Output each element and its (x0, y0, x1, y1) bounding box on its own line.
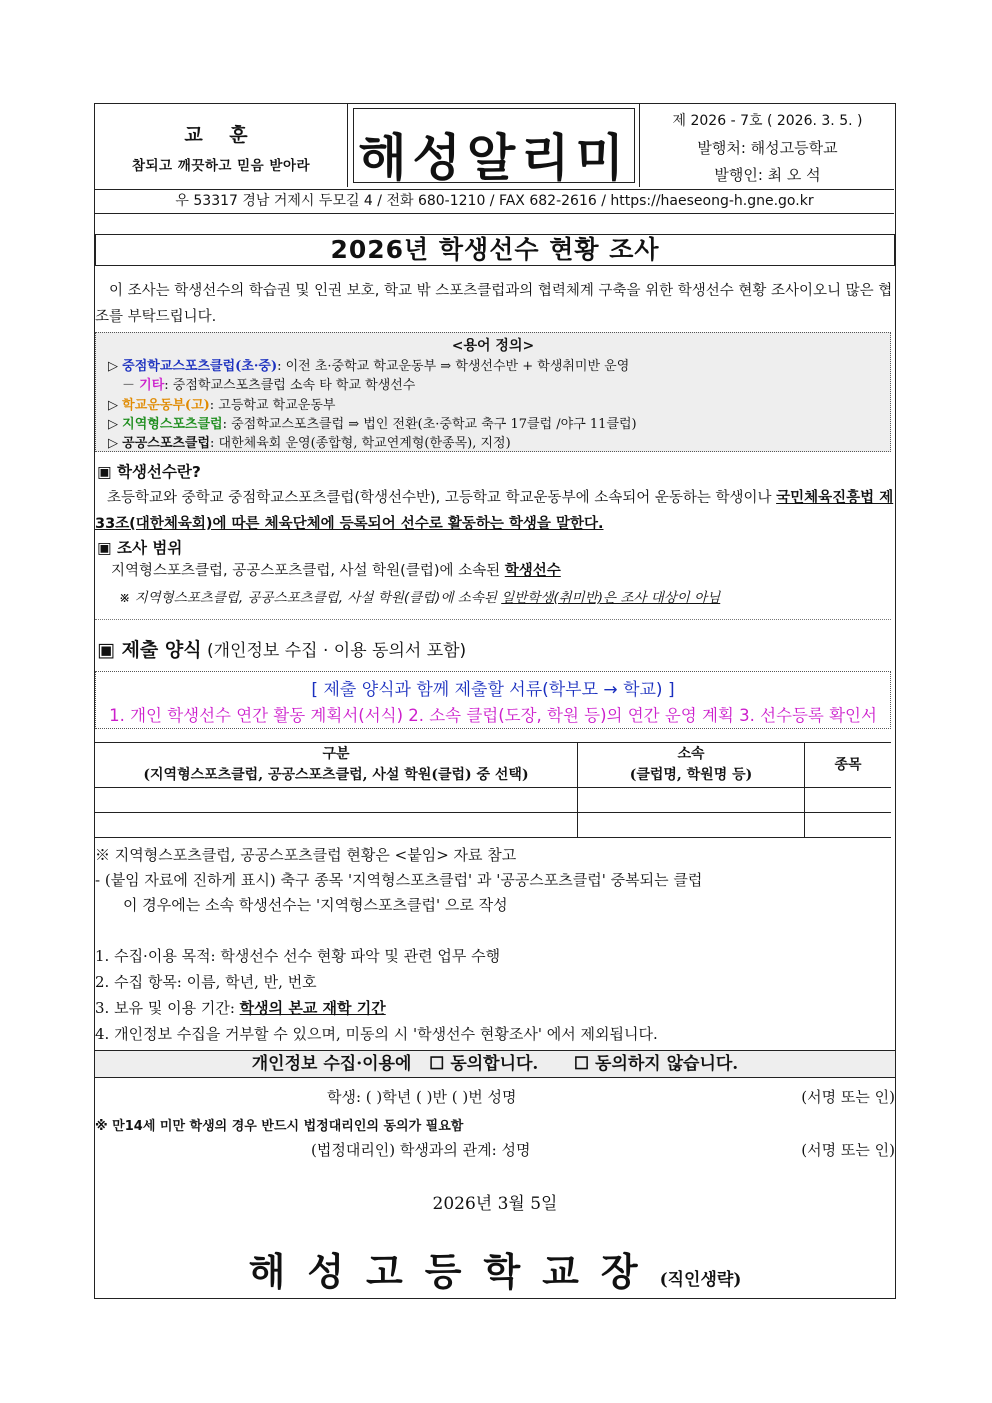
divider (95, 619, 891, 620)
definitions-box (95, 332, 891, 452)
required-documents-box (95, 671, 891, 729)
consent-label: 개인정보 수집·이용에 (251, 1054, 412, 1074)
scope-heading: ▣ 조사 범위 (97, 539, 183, 557)
athlete-definition-body: 초등학교와 중학교 중점학교스포츠클럽(학생선수반), 고등학교 학교운동부에 소속되어 운동하는 학생이나 국민체육진흥법 제33조(대한체육회)에 따른 체육단체에 등록되어 선수로 활동하는 학생을 말한다. (95, 490, 894, 532)
table-header-sport: 종목 (805, 743, 892, 788)
privacy-item: 2. 수집 항목: 이름, 학년, 반, 번호 (95, 973, 317, 991)
affiliation-input-cell[interactable] (578, 813, 805, 838)
seal-note: (직인생략) (659, 1270, 742, 1290)
category-input-cell[interactable] (95, 788, 578, 813)
definition-item: ▷ 중점학교스포츠클럽(초·중): 이전 초·중학교 학교운동부 ⇒ 학생선수반 + 학생취미반 운영 (108, 359, 630, 374)
scope-body: 지역형스포츠클럽, 공공스포츠클럽, 사설 학원(클럽)에 소속된 학생선수 (111, 563, 561, 579)
newsletter-name-box (349, 104, 640, 187)
school-motto-box (95, 104, 348, 187)
motto-title: 교 훈 (184, 124, 258, 146)
intro-paragraph: 이 조사는 학생선수의 학습권 및 인권 보호, 학교 밖 스포츠클럽과의 협력체계 구축을 위한 학생선수 현황 조사이오니 많은 협조를 부탁드립니다. (95, 283, 893, 325)
disagree-checkbox[interactable]: ☐ 동의하지 않습니다. (573, 1054, 739, 1074)
form-heading: ▣ 제출 양식 (개인정보 수집 · 이용 동의서 포함) (97, 639, 467, 661)
affiliation-input-cell[interactable] (578, 788, 805, 813)
scope-note: ※ 지역형스포츠클럽, 공공스포츠클럽, 사설 학원(클럽)에 소속된 일반학생(취미반)은 조사 대상이 아님 (119, 590, 721, 606)
registration-table (95, 742, 891, 838)
privacy-item: 1. 수집·이용 목적: 학생선수 선수 현황 파악 및 관련 업무 수행 (95, 947, 501, 965)
definition-item: ▷ 지역형스포츠클럽: 중점학교스포츠클럽 ⇒ 법인 전환(초·중학교 축구 17클럽 /야구 11클럽) (108, 417, 637, 432)
table-header-affiliation: 소속 (클럽명, 학원명 등) (578, 743, 805, 788)
principal-name: 해성고등학교장(직인생략) (248, 1249, 742, 1294)
reference-note-detail: 이 경우에는 소속 학생선수는 '지역형스포츠클럽' 으로 작성 (123, 896, 508, 914)
guardian-sign-field[interactable]: (서명 또는 인) (801, 1141, 895, 1159)
privacy-item: 4. 개인정보 수집을 거부할 수 있으며, 미동의 시 '학생선수 현황조사' 에서 제외됩니다. (95, 1025, 658, 1043)
newsletter-name: 해성알리미 (358, 129, 630, 187)
sport-input-cell[interactable] (805, 813, 892, 838)
definition-item: ▷ 공공스포츠클럽: 대한체육회 운영(종합형, 학교연계형(한종목), 지정) (108, 436, 511, 451)
issue-info (641, 104, 894, 187)
definition-item: ▷ 학교운동부(고): 고등학교 학교운동부 (108, 398, 336, 413)
table-header-category: 구분 (지역형스포츠클럽, 공공스포츠클럽, 사설 학원(클럽) 중 선택) (95, 743, 578, 788)
required-documents-list: 1. 개인 학생선수 연간 활동 계획서(서식) 2. 소속 클럽(도장, 학원 등)의 연간 운영 계획 3. 선수등록 확인서 (109, 706, 877, 725)
required-documents-title: [ 제출 양식과 함께 제출할 서류(학부모 → 학교) ] (311, 680, 675, 700)
table-row (95, 813, 891, 838)
privacy-item: 3. 보유 및 이용 기간: 학생의 본교 재학 기간 (95, 999, 386, 1017)
minor-consent-note: ※ 만14세 미만 학생의 경우 반드시 법정대리인의 동의가 필요함 (95, 1119, 464, 1134)
definitions-title: <용어 정의> (451, 338, 535, 354)
category-input-cell[interactable] (95, 813, 578, 838)
newsletter-header (95, 104, 894, 189)
newsletter-page: 교 훈 참되고 깨끗하고 믿음 받아라 해성알리미 제 2026 - 7호 ( 2026. 3. 5. ) 발행처: 해성고등학교 발행인: 최 오 석 우 53317 경남 거제시 두모길 4 / 전화 680-1210 / FAX 682-2616 / https://haeseong-h.gne.go.kr 2026년 학생선수 현황 조사 이 조사는 학생선수의 학습권 및 인권 보호, 학교 밖 스포츠클럽과의 협력체계 구축을 위한 학생선수 현황 조사이오니 많은 협조를 부탁드립니다. <용어 정의> ▷ 중점학교스포츠클럽(초·중): 이전 초·중학교 학교운동부 ⇒ 학생선수반 + 학생취미반 운영 － 기타: 중점학교스포츠클럽 소속 타 학교 학생선수 ▷ 학교운동부(고): 고등학교 학교운동부 ▷ 지역형스포츠클럽: 중점학교스포츠클럽 ⇒ 법인 전환(초·중학교 축구 17클럽 /야구 11클럽) ▷ 공공스포츠클럽: 대한체육회 운영(종합형, 학교연계형(한종목), 지정) ▣ 학생선수란? 초등학교와 중학교 중점학교스포츠클럽(학생선수반), 고등학교 학교운동부에 소속되어 운동하는 학생이나 국민체육진흥법 제33조(대한체육회)에 따른 체육단체에 등록되어 선수로 활동하는 학생을 말한다. ▣ 조사 범위 지역형스포츠클럽, 공공스포츠클럽, 사설 학원(클럽)에 소속된 학생선수 ※ 지역형스포츠클럽, 공공스포츠클럽, 사설 학원(클럽)에 소속된 일반학생(취미반)은 조사 대상이 아님 ▣ 제출 양식 (개인정보 수집 · 이용 동의서 포함) [ 제출 양식과 함께 제출할 서류(학부모 → 학교) ] 1. 개인 학생선수 연간 활동 계획서(서식) 2. 소속 클럽(도장, 학원 등)의 연간 운영 계획 3. 선수등록 확인서 구분 (지역형스포츠클럽, 공공스포츠클럽, 사설 학원(클럽) 중 선택) 소속 (클럽명, 학원명 등) 종목 ※ 지역형스포츠클럽, 공공스포츠클럽 현황은 <붙임> 자료 참고 - (붙임 자료에 진하게 표시) 축구 종목 '지역형스포츠클럽' 과 '공공스포츠클럽' 중복되는 클럽 이 경우에는 소속 학생선수는 '지역형스포츠클럽' 으로 작성 1. 수집·이용 목적: 학생선수 선수 현황 파악 및 관련 업무 수행 2. 수집 항목: 이름, 학년, 반, 번호 3. 보유 및 이용 기간: 학생의 본교 재학 기간 4. 개인정보 수집을 거부할 수 있으며, 미동의 시 '학생선수 현황조사' 에서 제외됩니다. 개인정보 수집·이용에 ☐ 동의합니다. ☐ 동의하지 않습니다. 학생: ( )학년 ( )반 ( )번 성명 (서명 또는 인) ※ 만14세 미만 학생의 경우 반드시 법정대리인의 동의가 필요함 (법정대리인) 학생과의 관계: 성명 (서명 또는 인) 2026년 3월 5일 해성고등학교장(직인생략) (94, 103, 896, 1299)
athlete-definition-heading: ▣ 학생선수란? (97, 463, 201, 481)
reference-note: ※ 지역형스포츠클럽, 공공스포츠클럽 현황은 <붙임> 자료 참고 (95, 846, 517, 864)
document-title: 2026년 학생선수 현황 조사 (95, 234, 895, 266)
publisher: 발행처: 해성고등학교 (697, 139, 838, 157)
reference-note-detail: - (붙임 자료에 진하게 표시) 축구 종목 '지역형스포츠클럽' 과 '공공스포츠클럽' 중복되는 클럽 (95, 871, 703, 889)
consent-bar (95, 1050, 895, 1078)
student-sign-field[interactable]: (서명 또는 인) (801, 1088, 895, 1106)
issue-date: 2026년 3월 5일 (432, 1194, 558, 1214)
issue-number: 제 2026 - 7호 ( 2026. 3. 5. ) (672, 113, 863, 129)
school-address: 우 53317 경남 거제시 두모길 4 / 전화 680-1210 / FAX 682-2616 / https://haeseong-h.gne.go.kr (95, 189, 894, 214)
agree-checkbox[interactable]: ☐ 동의합니다. (429, 1054, 539, 1074)
issuer: 발행인: 최 오 석 (714, 166, 821, 184)
table-row (95, 788, 891, 813)
motto-text: 참되고 깨끗하고 믿음 받아라 (131, 158, 311, 174)
sport-input-cell[interactable] (805, 788, 892, 813)
definition-item: － 기타: 중점학교스포츠클럽 소속 타 학교 학생선수 (122, 378, 416, 393)
